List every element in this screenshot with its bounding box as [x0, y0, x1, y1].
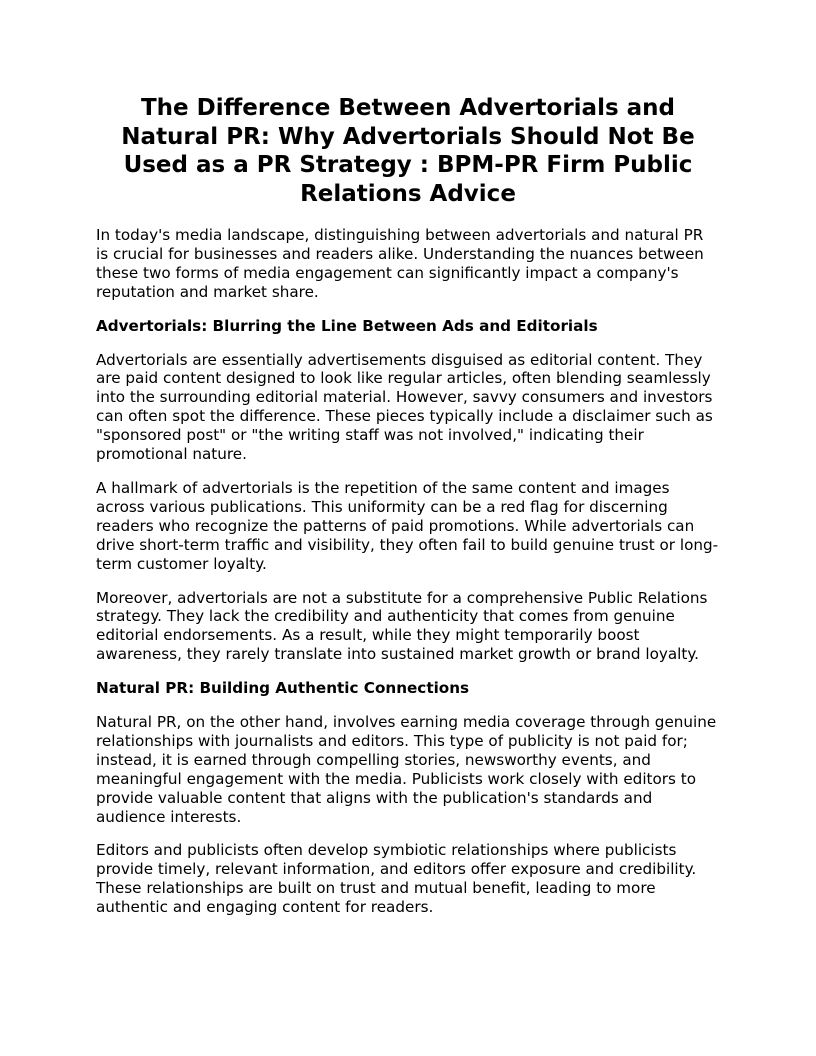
document-title: The Difference Between Advertorials and Natural PR: Why Advertorials Should Not Be Used as a PR Strategy : BPM-PR Firm Public Relations Advice	[121, 95, 695, 207]
paragraph: Editors and publicists often develop symbiotic relationships where publicists provide timely, relevant information, and editors offer exposure and credibility. These relationships are built on trust and mutual benefit, leading to more authentic and engaging content for readers.	[96, 841, 697, 917]
section-heading-advertorials: Advertorials: Blurring the Line Between Ads and Editorials	[96, 316, 598, 335]
document-page	[96, 94, 720, 932]
paragraph: A hallmark of advertorials is the repetition of the same content and images across various publications. This uniformity can be a red flag for discerning readers who recognize the patterns of paid promotions. While advertorials can drive short-term traffic and visibility, they often fail to build genuine trust or long-term customer loyalty.	[96, 478, 719, 573]
paragraph: Natural PR, on the other hand, involves earning media coverage through genuine relationships with journalists and editors. This type of publicity is not paid for; instead, it is earned through compelling stories, newsworthy events, and meaningful engagement with the media. Publicists work closely with editors to provide valuable content that aligns with the publication's standards and audience interests.	[96, 713, 717, 826]
intro-paragraph: In today's media landscape, distinguishing between advertorials and natural PR is crucial for businesses and readers alike. Understanding the nuances between these two forms of media engagement can significantly impact a company's reputation and market share.	[96, 226, 704, 301]
section-heading-natural-pr: Natural PR: Building Authentic Connections	[96, 679, 470, 698]
paragraph: Advertorials are essentially advertisements disguised as editorial content. They are paid content designed to look like regular articles, often blending seamlessly into the surrounding editorial material. However, savvy consumers and investors can often spot the difference. These pieces typically include a disclaimer such as "sponsored post" or "the writing staff was not involved," indicating their promotional nature.	[96, 350, 713, 464]
paragraph: Moreover, advertorials are not a substitute for a comprehensive Public Relations strategy. They lack the credibility and authenticity that comes from genuine editorial endorsements. As a result, while they might temporarily boost awareness, they rarely translate into sustained market growth or brand loyalty.	[96, 588, 708, 664]
